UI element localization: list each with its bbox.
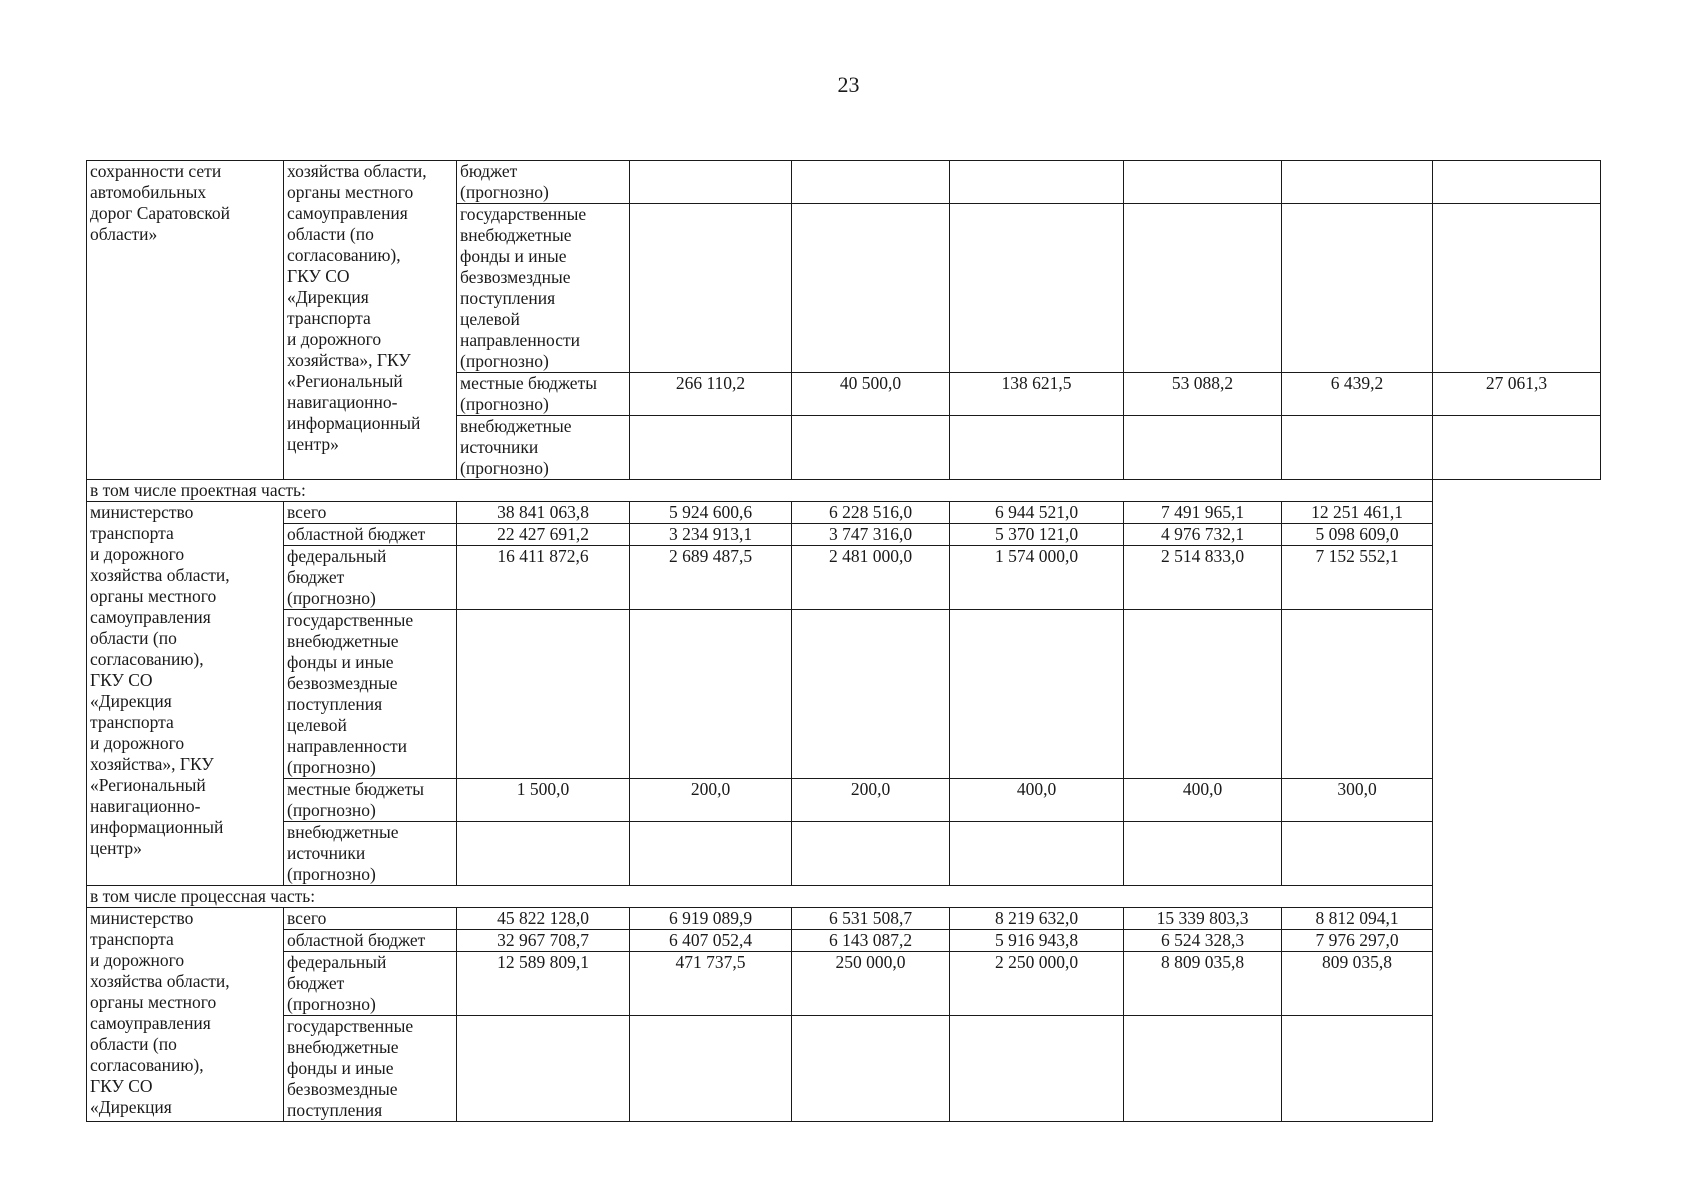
value-cell: 200,0 [792,779,950,822]
source-label: внебюджетные источники (прогнозно) [284,822,457,886]
value-cell: 1 500,0 [457,779,630,822]
table-row [87,524,1601,546]
value-cell: 5 098 609,0 [1282,524,1433,546]
value-cell: 7 152 552,1 [1282,546,1433,610]
value-cell [950,822,1124,886]
value-cell: 7 491 965,1 [1124,502,1282,524]
page-number: 23 [837,72,860,97]
source-label: всего [284,502,457,524]
table-row [87,908,1601,930]
source-label: федеральный бюджет (прогнозно) [284,546,457,610]
value-cell: 2 481 000,0 [792,546,950,610]
executor-cell: министерство транспорта и дорожного хозяйства области, органы местного самоуправления области (по согласованию), ГКУ СО «Дирекция [87,908,284,1122]
value-cell: 12 589 809,1 [457,952,630,1016]
value-cell: 32 967 708,7 [457,930,630,952]
value-cell [1124,204,1282,373]
value-cell: 4 976 732,1 [1124,524,1282,546]
value-cell [1433,204,1601,373]
value-cell: 809 035,8 [1282,952,1433,1016]
source-label: федеральный бюджет (прогнозно) [284,952,457,1016]
value-cell: 266 110,2 [630,373,792,416]
table-row [87,952,1601,1016]
value-cell: 27 061,3 [1433,373,1601,416]
source-label: областной бюджет [284,524,457,546]
value-cell [1124,1016,1282,1122]
value-cell: 53 088,2 [1124,373,1282,416]
executor-cell: хозяйства области, органы местного самоуправления области (по согласованию), ГКУ СО «Дирекция транспорта и дорожного хозяйства», ГКУ «Региональный навигационно- информационный центр» [284,161,457,480]
table-row [87,822,1601,886]
value-cell: 16 411 872,6 [457,546,630,610]
value-cell: 8 812 094,1 [1282,908,1433,930]
value-cell: 15 339 803,3 [1124,908,1282,930]
value-cell: 5 916 943,8 [950,930,1124,952]
value-cell: 6 143 087,2 [792,930,950,952]
source-label: государственные внебюджетные фонды и иные безвозмездные поступления [284,1016,457,1122]
value-cell: 3 747 316,0 [792,524,950,546]
value-cell [1433,161,1601,204]
value-cell [1282,416,1433,480]
value-cell [792,610,950,779]
value-cell [630,161,792,204]
value-cell [630,610,792,779]
value-cell [792,204,950,373]
value-cell [1282,204,1433,373]
source-label: государственные внебюджетные фонды и иные безвозмездные поступления целевой направленности (прогнозно) [284,610,457,779]
value-cell [792,416,950,480]
value-cell: 2 514 833,0 [1124,546,1282,610]
measure-name-cell: сохранности сети автомобильных дорог Саратовской области» [87,161,284,480]
value-cell: 2 689 487,5 [630,546,792,610]
value-cell: 471 737,5 [630,952,792,1016]
value-cell: 8 809 035,8 [1124,952,1282,1016]
value-cell: 2 250 000,0 [950,952,1124,1016]
value-cell: 6 407 052,4 [630,930,792,952]
value-cell [950,1016,1124,1122]
value-cell [630,416,792,480]
source-label: всего [284,908,457,930]
value-cell [792,161,950,204]
value-cell: 3 234 913,1 [630,524,792,546]
value-cell [457,822,630,886]
value-cell [630,1016,792,1122]
value-cell [630,822,792,886]
value-cell: 6 439,2 [1282,373,1433,416]
source-label: внебюджетные источники (прогнозно) [457,416,630,480]
table-row [87,610,1601,779]
section-title-process: в том числе процессная часть: [87,886,1433,908]
value-cell: 250 000,0 [792,952,950,1016]
value-cell [1124,416,1282,480]
value-cell [1433,416,1601,480]
table-row [87,779,1601,822]
source-label: местные бюджеты (прогнозно) [284,779,457,822]
value-cell: 6 531 508,7 [792,908,950,930]
value-cell: 400,0 [1124,779,1282,822]
value-cell [950,204,1124,373]
value-cell: 138 621,5 [950,373,1124,416]
value-cell: 7 976 297,0 [1282,930,1433,952]
value-cell: 6 228 516,0 [792,502,950,524]
executor-cell: министерство транспорта и дорожного хозяйства области, органы местного самоуправления области (по согласованию), ГКУ СО «Дирекция транспорта и дорожного хозяйства», ГКУ «Региональный навигационно- информационный центр» [87,502,284,886]
source-label: государственные внебюджетные фонды и иные безвозмездные поступления целевой направленности (прогнозно) [457,204,630,373]
value-cell: 300,0 [1282,779,1433,822]
value-cell: 6 919 089,9 [630,908,792,930]
value-cell [1282,822,1433,886]
section-row [87,886,1601,908]
table-row [87,930,1601,952]
value-cell: 1 574 000,0 [950,546,1124,610]
value-cell [792,1016,950,1122]
value-cell [1282,161,1433,204]
value-cell [950,610,1124,779]
value-cell: 5 370 121,0 [950,524,1124,546]
table-row [87,161,1601,204]
table-row [87,546,1601,610]
value-cell: 5 924 600,6 [630,502,792,524]
value-cell [1282,1016,1433,1122]
value-cell: 8 219 632,0 [950,908,1124,930]
value-cell [950,416,1124,480]
value-cell: 12 251 461,1 [1282,502,1433,524]
value-cell [457,1016,630,1122]
value-cell [630,204,792,373]
value-cell: 200,0 [630,779,792,822]
budget-table [86,160,1601,1122]
value-cell: 22 427 691,2 [457,524,630,546]
value-cell [457,610,630,779]
value-cell [1124,161,1282,204]
value-cell: 400,0 [950,779,1124,822]
section-row [87,480,1601,502]
source-label: бюджет (прогнозно) [457,161,630,204]
section-title-project: в том числе проектная часть: [87,480,1433,502]
value-cell: 6 524 328,3 [1124,930,1282,952]
value-cell [792,822,950,886]
table-row [87,502,1601,524]
source-label: областной бюджет [284,930,457,952]
table-row [87,1016,1601,1122]
value-cell [1282,610,1433,779]
source-label: местные бюджеты (прогнозно) [457,373,630,416]
value-cell: 38 841 063,8 [457,502,630,524]
value-cell [1124,822,1282,886]
value-cell: 40 500,0 [792,373,950,416]
value-cell [1124,610,1282,779]
value-cell: 45 822 128,0 [457,908,630,930]
value-cell: 6 944 521,0 [950,502,1124,524]
value-cell [950,161,1124,204]
